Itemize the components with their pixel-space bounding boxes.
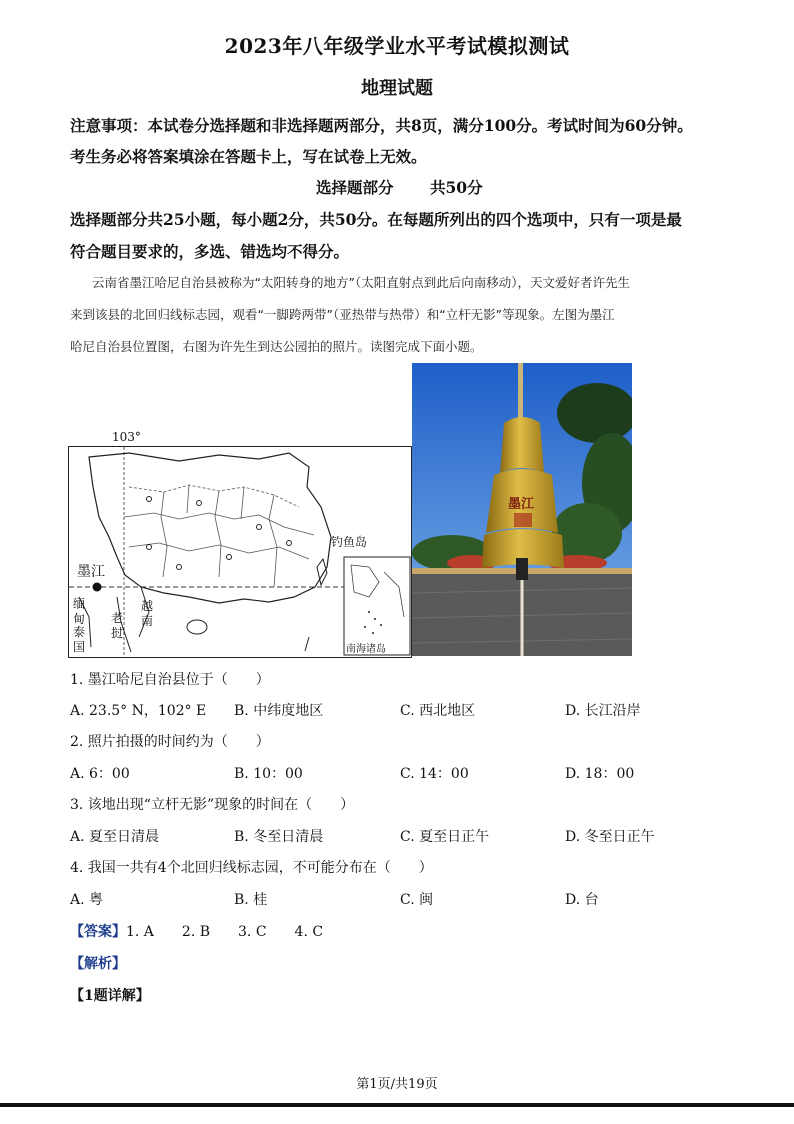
photo-drawing (412, 363, 632, 656)
question-3-option-c: C. 夏至日正午 (400, 829, 490, 845)
exam-subtitle: 地理试题 (361, 78, 433, 99)
monument-text: 墨江 (508, 497, 535, 512)
question-3-stem: 3. 该地出现“立杆无影”现象的时间在（ ） (70, 797, 355, 813)
page-footer: 第1页/共19页 (356, 1077, 438, 1092)
section-line-1: 选择题部分共25小题，每小题2分，共50分。在每题所列出的四个选项中，只有一项是最 (70, 210, 682, 229)
label-nanhai: 南海诸岛 (346, 644, 386, 655)
notice-line-1: 注意事项：本试卷分选择题和非选择题两部分，共8页，满分100分。考试时间为60分钟。 (70, 116, 693, 135)
longitude-label: 103° (112, 430, 141, 444)
passage-line-3: 哈尼自治县位置图，右图为许先生到达公园拍的照片。读图完成下面小题。 (70, 339, 483, 354)
passage-line-1: 云南省墨江哈尼自治县被称为“太阳转身的地方”（太阳直射点到此后向南移动），天文爱好者许先生 (92, 275, 630, 290)
answer-label: 【答案】 (70, 924, 126, 940)
question-1-option-d: D. 长江沿岸 (565, 703, 641, 719)
question-3-option-d: D. 冬至日正午 (565, 829, 655, 845)
question-4-option-a: A. 粤 (70, 892, 104, 908)
label-thailand: 泰国 (73, 625, 86, 654)
question-2-stem: 2. 照片拍摄的时间约为（ ） (70, 734, 270, 750)
label-myanmar: 缅甸 (73, 597, 86, 626)
question-2-option-a: A. 6：00 (70, 766, 130, 782)
question-1-option-c: C. 西北地区 (400, 703, 476, 719)
label-vietnam: 越南 (141, 599, 154, 628)
analysis-detail: 【1题详解】 (70, 988, 150, 1004)
label-laos: 老挝 (111, 611, 124, 640)
question-4-option-c: C. 闽 (400, 892, 434, 908)
label-mojiang: 墨江 (77, 564, 105, 580)
label-diaoyu: 钓鱼岛 (331, 535, 368, 549)
passage-line-2: 来到该县的北回归线标志园，观看“一脚跨两带”（亚热带与热带）和“立杆无影”等现象。左图为墨江 (70, 307, 615, 322)
question-1-option-b: B. 中纬度地区 (234, 703, 324, 719)
section-line-2: 符合题目要求的，多选、错选均不得分。 (70, 242, 350, 261)
question-4-option-d: D. 台 (565, 892, 599, 908)
question-2-option-d: D. 18：00 (565, 766, 635, 782)
section-heading-left: 选择题部分 (316, 178, 394, 197)
exam-title: 2023年八年级学业水平考试模拟测试 (224, 34, 570, 58)
analysis-line (70, 953, 126, 973)
answer-text: 1. A 2. B 3. C 4. C (126, 924, 324, 940)
question-4-stem: 4. 我国一共有4个北回归线标志园，不可能分布在（ ） (70, 860, 433, 876)
analysis-label: 【解析】 (70, 956, 126, 972)
question-1-stem: 1. 墨江哈尼自治县位于（ ） (70, 672, 270, 688)
question-4-option-b: B. 桂 (234, 892, 268, 908)
answer-line (70, 921, 323, 941)
question-1-option-a: A. 23.5° N，102° E (70, 703, 207, 719)
location-map (68, 446, 412, 658)
notice-line-2: 考生务必将答案填涂在答题卡上，写在试卷上无效。 (70, 147, 427, 166)
question-3-option-b: B. 冬至日清晨 (234, 829, 324, 845)
question-2-option-b: B. 10：00 (234, 766, 303, 782)
bottom-rule (0, 1103, 794, 1107)
section-heading-right: 共50分 (430, 178, 483, 197)
question-2-option-c: C. 14：00 (400, 766, 469, 782)
tropic-monument-photo (412, 363, 632, 656)
question-3-option-a: A. 夏至日清晨 (70, 829, 160, 845)
